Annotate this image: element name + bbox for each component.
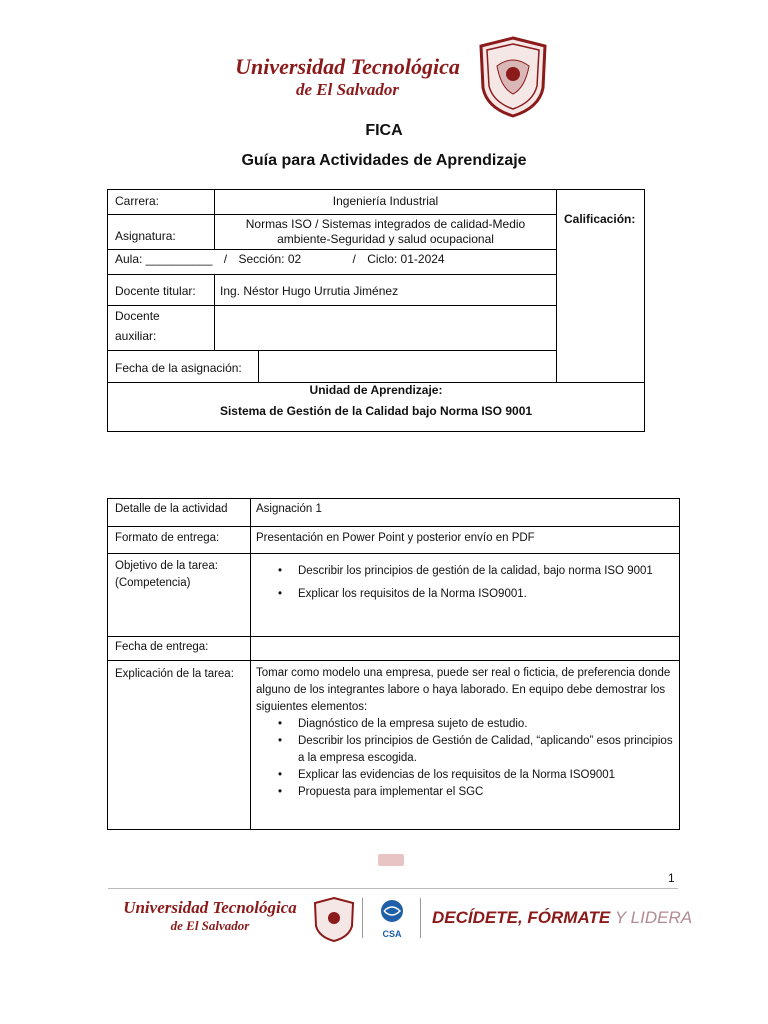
explicacion-label: Explicación de la tarea: [115,668,234,680]
detalle-value: Asignación 1 [256,503,322,515]
docente-titular-label: Docente titular: [115,284,196,298]
course-info-table [107,189,645,432]
list-item: • Describir los principios de gestión de la calidad, bajo norma ISO 9001 [270,558,665,584]
footer-slogan [432,908,692,928]
page-number: 1 [668,871,675,885]
ciclo-value: Ciclo: 01-2024 [367,252,445,266]
csa-globe-icon [374,898,410,924]
list-item: • Propuesta para implementar el SGC [270,784,676,801]
csa-label: CSA [382,929,402,939]
small-watermark-icon [378,854,404,866]
university-name-line1: Universidad Tecnológica [235,54,460,79]
university-seal-icon [477,36,549,118]
calificacion-label: Calificación: [564,212,636,226]
formato-label: Formato de entrega: [115,532,220,544]
list-item: • Diagnóstico de la empresa sujeto de estudio. [270,716,676,733]
slogan-end: Y LIDERA [614,908,693,927]
explicacion-content [256,665,676,801]
fecha-entrega-label: Fecha de entrega: [115,641,209,653]
formato-value: Presentación en Power Point y posterior envío en PDF [256,532,535,544]
fecha-asignacion-label: Fecha de la asignación: [115,361,242,375]
csa-badge [374,898,410,940]
footer-divider [108,888,678,889]
activity-table [107,498,680,830]
asignatura-label: Asignatura: [115,229,176,243]
detalle-label: Detalle de la actividad [115,503,228,515]
footer-separator [420,898,421,938]
university-logo [220,54,475,100]
explicacion-intro: Tomar como modelo una empresa, puede ser real o ficticia, de preferencia donde alguno de los integrantes labore o haya laborado. En equipo debe demostrar los siguientes elementos: [256,667,671,713]
slogan-main: DECÍDETE, FÓRMATE [432,908,611,927]
footer-university-logo: Universidad Tecnológica de El Salvador [123,898,297,933]
list-item: • Describir los principios de Gestión de Calidad, “aplicando” esos principios a la empresa escogida. [270,733,676,767]
objetivo-list [270,558,665,603]
guide-title: Guía para Actividades de Aprendizaje [241,152,527,169]
objetivo-label: Objetivo de la tarea: (Competencia) [115,560,218,589]
list-item: • Explicar los requisitos de la Norma ISO9001. [270,586,665,603]
unidad-label: Unidad de Aprendizaje: [309,383,443,397]
unidad-value: Sistema de Gestión de la Calidad bajo Norma ISO 9001 [219,404,533,418]
list-item: • Explicar las evidencias de los requisitos de la Norma ISO9001 [270,767,676,784]
seccion-value: Sección: 02 [238,252,302,266]
footer-seal-icon [312,896,356,942]
asignatura-value: Normas ISO / Sistemas integrados de calidad-Medio ambiente-Seguridad y salud ocupacional [245,217,526,246]
aula-row: Aula: __________ / Sección: 02 / Ciclo: 01-2024 [115,252,445,266]
docente-titular-value: Ing. Néstor Hugo Urrutia Jiménez [220,284,399,298]
footer-separator [362,898,363,938]
docente-auxiliar-label: Docente auxiliar: [115,309,160,343]
carrera-label: Carrera: [115,194,160,208]
aula-label: Aula: __________ [115,252,213,266]
carrera-value: Ingeniería Industrial [332,194,439,208]
university-name-line2: de El Salvador [296,80,399,99]
faculty-title: FICA [365,122,403,139]
